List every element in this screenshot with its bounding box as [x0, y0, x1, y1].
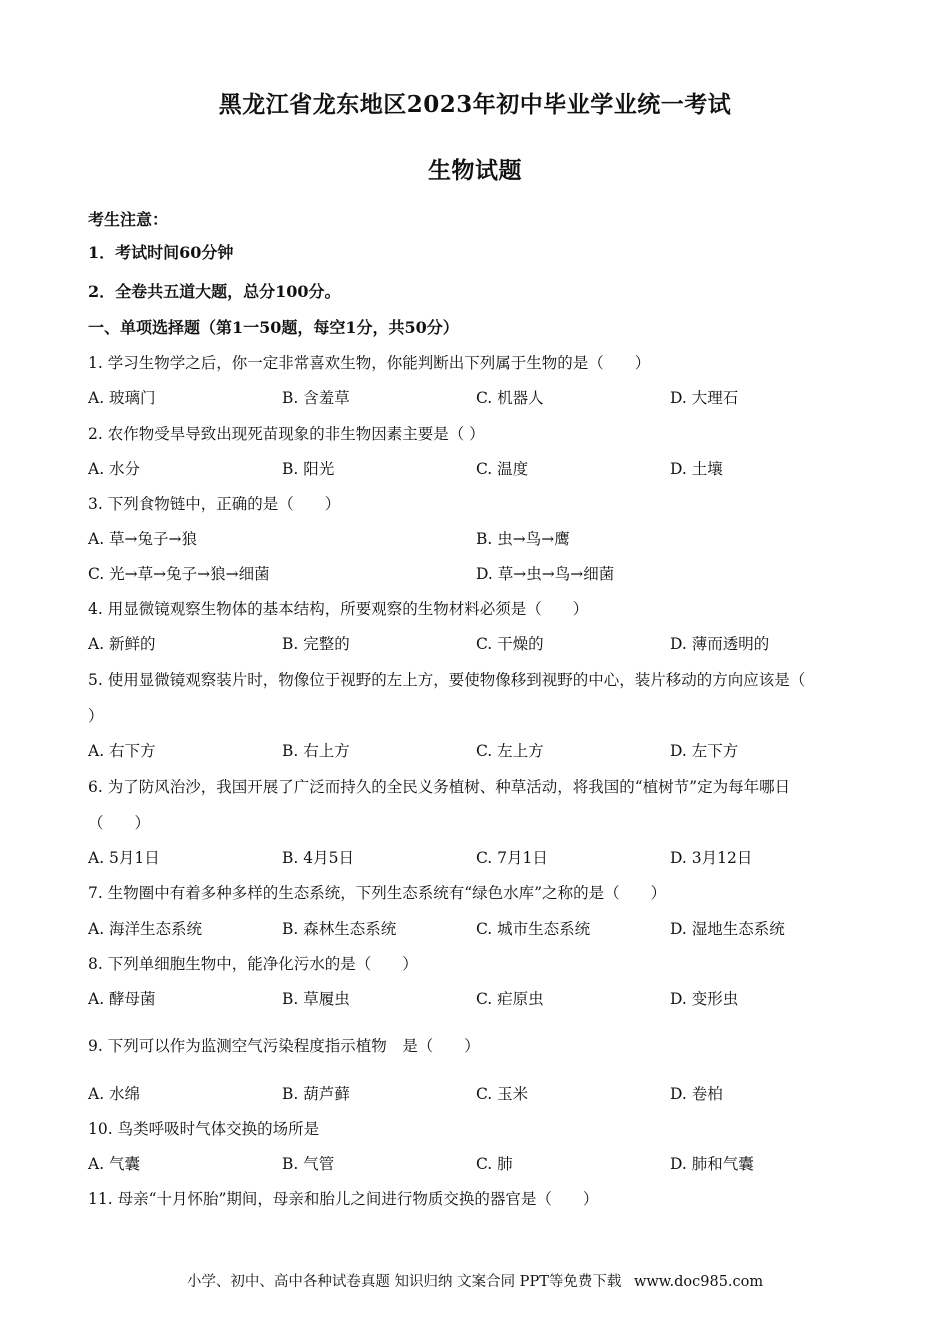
option: C. 温度	[476, 460, 529, 478]
option: B. 葫芦藓	[282, 1085, 350, 1103]
option: D. 草→虫→鸟→细菌	[476, 565, 615, 583]
option: D. 3月12日	[670, 849, 753, 867]
question-stem: 3. 下列食物链中，正确的是（ ）	[88, 495, 341, 513]
question-stem: 5. 使用显微镜观察装片时，物像位于视野的左上方，要使物像移到视野的中心，装片移动的方向应该是（	[88, 671, 806, 689]
notice-item: 2．全卷共五道大题，总分100分。	[88, 282, 341, 301]
question-stem: 7. 生物圈中有着多种多样的生态系统，下列生态系统有“绿色水库”之称的是（ ）	[88, 884, 667, 902]
option: B. 阳光	[282, 460, 335, 478]
option: C. 干燥的	[476, 635, 544, 653]
question-options	[88, 527, 908, 549]
section-heading: 一、单项选择题（第1一50题，每空1分，共50分）	[88, 318, 459, 337]
option: D. 大理石	[670, 389, 739, 407]
question-options	[88, 457, 908, 479]
question-options	[88, 917, 908, 939]
question-stem: 10. 鸟类呼吸时气体交换的场所是	[88, 1120, 320, 1138]
question-stem: 1. 学习生物学之后，你一定非常喜欢生物，你能判断出下列属于生物的是（ ）	[88, 354, 651, 372]
option: D. 湿地生态系统	[670, 920, 785, 938]
question-stem: 9. 下列可以作为监测空气污染程度指示植物 是（ ）	[88, 1037, 480, 1055]
question-stem-continued: （ ）	[88, 814, 151, 832]
option: A. 新鲜的	[88, 635, 156, 653]
option: D. 变形虫	[670, 990, 739, 1008]
option: B. 含羞草	[282, 389, 350, 407]
option: C. 疟原虫	[476, 990, 544, 1008]
option: A. 水绵	[88, 1085, 141, 1103]
question-stem: 4. 用显微镜观察生物体的基本结构，所要观察的生物材料必须是（ ）	[88, 600, 589, 618]
option: A. 气囊	[88, 1155, 141, 1173]
footer-text: 小学、初中、高中各种试卷真题 知识归纳 文案合同 PPT等免费下载	[186, 1274, 622, 1290]
option: A. 酵母菌	[88, 990, 156, 1008]
option: D. 薄而透明的	[670, 635, 770, 653]
footer-link[interactable]: www.doc985.com	[633, 1274, 764, 1290]
question-options	[88, 987, 908, 1009]
option: A. 草→兔子→狼	[88, 530, 198, 548]
question-options	[88, 632, 908, 654]
question-stem: 8. 下列单细胞生物中，能净化污水的是（ ）	[88, 955, 418, 973]
question-options	[88, 846, 908, 868]
option: B. 右上方	[282, 742, 350, 760]
option: C. 光→草→兔子→狼→细菌	[88, 565, 270, 583]
option: A. 右下方	[88, 742, 156, 760]
question-options	[88, 386, 908, 408]
option: C. 7月1日	[476, 849, 548, 867]
option: A. 海洋生态系统	[88, 920, 203, 938]
question-options	[88, 739, 908, 761]
page-footer	[0, 1270, 950, 1291]
notice-heading: 考生注意：	[88, 210, 169, 229]
exam-title: 黑龙江省龙东地区2023年初中毕业学业统一考试	[218, 91, 732, 118]
option: C. 玉米	[476, 1085, 529, 1103]
option: C. 机器人	[476, 389, 544, 407]
question-stem-continued: ）	[88, 707, 104, 725]
option: B. 虫→鸟→鹰	[476, 530, 570, 548]
question-stem: 2. 农作物受旱导致出现死苗现象的非生物因素主要是（ ）	[88, 425, 485, 443]
question-stem: 6. 为了防风治沙，我国开展了广泛而持久的全民义务植树、种草活动，将我国的“植树节”定为每年哪日	[88, 778, 791, 796]
notice-item: 1．考试时间60分钟	[88, 243, 234, 262]
option: B. 4月5日	[282, 849, 354, 867]
question-options	[88, 1152, 908, 1174]
option: A. 水分	[88, 460, 141, 478]
option: C. 肺	[476, 1155, 513, 1173]
option: B. 森林生态系统	[282, 920, 397, 938]
option: A. 5月1日	[88, 849, 160, 867]
exam-subtitle: 生物试题	[428, 157, 522, 184]
question-stem: 11. 母亲“十月怀胎”期间，母亲和胎儿之间进行物质交换的器官是（ ）	[88, 1190, 599, 1208]
option: D. 卷柏	[670, 1085, 723, 1103]
option: D. 左下方	[670, 742, 739, 760]
question-options	[88, 1082, 908, 1104]
option: B. 草履虫	[282, 990, 350, 1008]
option: A. 玻璃门	[88, 389, 156, 407]
option: B. 完整的	[282, 635, 350, 653]
option: B. 气管	[282, 1155, 335, 1173]
option: D. 肺和气囊	[670, 1155, 754, 1173]
option: C. 左上方	[476, 742, 544, 760]
option: D. 土壤	[670, 460, 723, 478]
question-options	[88, 562, 908, 584]
option: C. 城市生态系统	[476, 920, 591, 938]
